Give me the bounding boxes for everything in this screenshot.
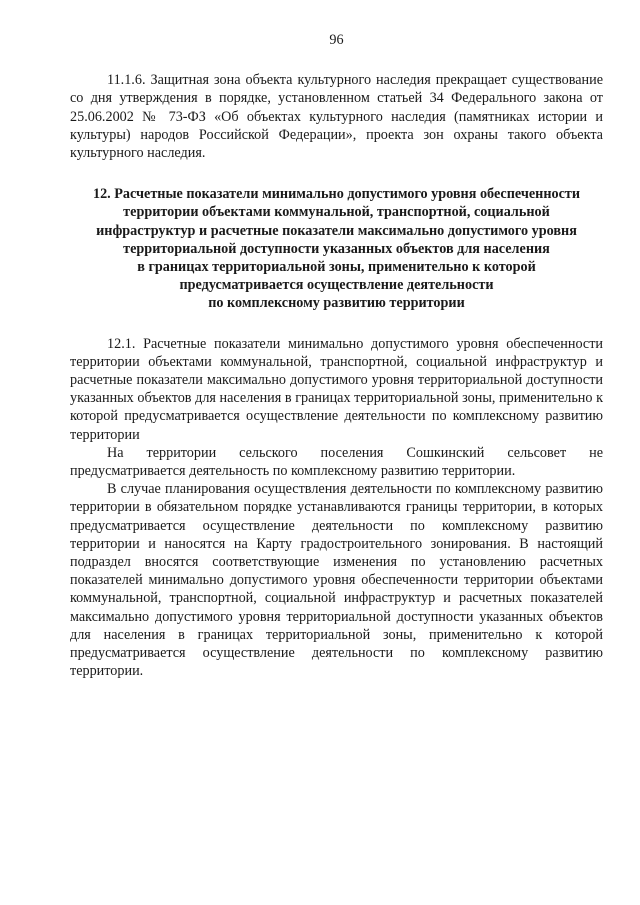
page-number: 96	[329, 32, 344, 48]
section-heading-line: инфраструктур и расчетные показатели максимально допустимого уровня	[96, 222, 577, 239]
section-heading-line: предусматривается осуществление деятельности	[179, 277, 494, 294]
body-paragraph: На территории сельского поселения Сошкинский сельсовет не предусматривается деятельность по комплексному развитию территории.	[70, 444, 603, 480]
section-heading-line: 12. Расчетные показатели минимально допустимого уровня обеспеченности	[92, 186, 581, 203]
section-heading-line: территориальной доступности указанных объектов для населения	[123, 240, 550, 257]
section-heading	[70, 185, 603, 312]
section-heading-line: в границах территориальной зоны, применительно к которой	[137, 259, 536, 276]
intro-paragraph: 11.1.6. Защитная зона объекта культурного наследия прекращает существование со дня утверждения в порядке, установленном статьей 34 Федерального закона от 25.06.2002 № 73-ФЗ «Об объектах культурного наследия (памятниках истории и культуры) народов Российской Федерации», проекта зон охраны такого объекта культурного наследия.	[70, 72, 603, 162]
body-paragraph: 12.1. Расчетные показатели минимально допустимого уровня обеспеченности территории объектами коммунальной, транспортной, социальной инфраструктур и расчетные показатели максимально допустимого уровня территориальной доступности указанных объектов для населения в границах территориальной зоны, применительно к которой предусматривается осуществление деятельности по комплексному развитию территории	[70, 335, 603, 443]
section-heading-line: по комплексному развитию территории	[208, 295, 465, 312]
section-heading-line: территории объектами коммунальной, транспортной, социальной	[123, 204, 550, 221]
body-paragraph: В случае планирования осуществления деятельности по комплексному развитию территории в обязательном порядке устанавливаются границы территории, в которых предусматривается осуществление деятельности по комплексному развитию территории и наносятся на Карту градостроительного зонирования. В настоящий подраздел вносятся соответствующие изменения по установлению расчетных показателей минимально допустимого уровня обеспеченности территории объектами коммунальной, транспортной, социальной инфраструктур и расчетных показателей максимально допустимого уровня территориальной доступности указанных объектов для населения в границах территориальной зоны, применительно к которой предусматривается осуществление деятельности по комплексному развитию территории.	[70, 481, 603, 680]
